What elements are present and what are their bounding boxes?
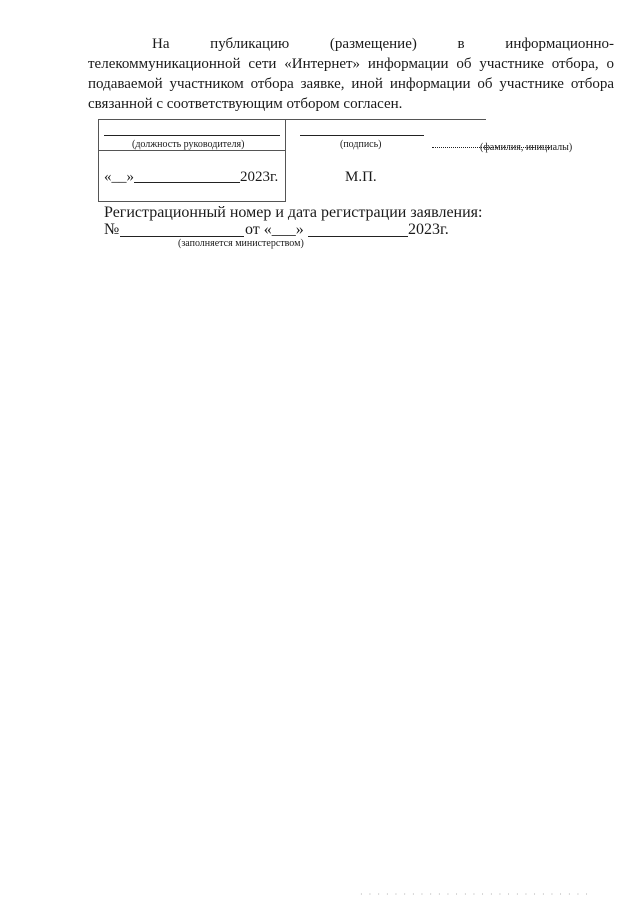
stamp-cell xyxy=(286,151,487,202)
signature-caption: (подпись) xyxy=(340,139,382,150)
signature-line xyxy=(300,135,424,136)
date-year: 2023г. xyxy=(240,169,279,185)
signature-table xyxy=(98,119,486,202)
registration-note: (заполняется министерством) xyxy=(178,238,304,249)
registration-date-line xyxy=(308,236,408,237)
consent-text: телекоммуникационной сети «Интернет» информации об участнике отбора, о подаваемой участником отбора заявке, иной информации об участнике отбора связанной с соответствующим отбором согласен. xyxy=(88,56,614,112)
date-day: «__» xyxy=(104,169,134,185)
registration-heading: Регистрационный номер и дата регистрации заявления: xyxy=(104,204,483,221)
consent-paragraph xyxy=(88,34,614,114)
consent-first-line: На публикацию (размещение) в информационно- xyxy=(152,36,614,52)
registration-number-sign: № xyxy=(104,221,120,238)
scan-artifact: · · · · · · · · · · · · · · · · · · · · · · · · · · · xyxy=(360,890,590,899)
position-line xyxy=(104,135,280,136)
registration-number-line xyxy=(120,236,244,237)
registration-from: от «___» xyxy=(245,221,304,238)
stamp-label: М.П. xyxy=(345,169,377,185)
name-caption: (фамилия, инициалы) xyxy=(480,142,573,153)
date-month-line xyxy=(134,182,240,183)
registration-year: 2023г. xyxy=(408,221,449,238)
position-caption: (должность руководителя) xyxy=(132,139,245,150)
